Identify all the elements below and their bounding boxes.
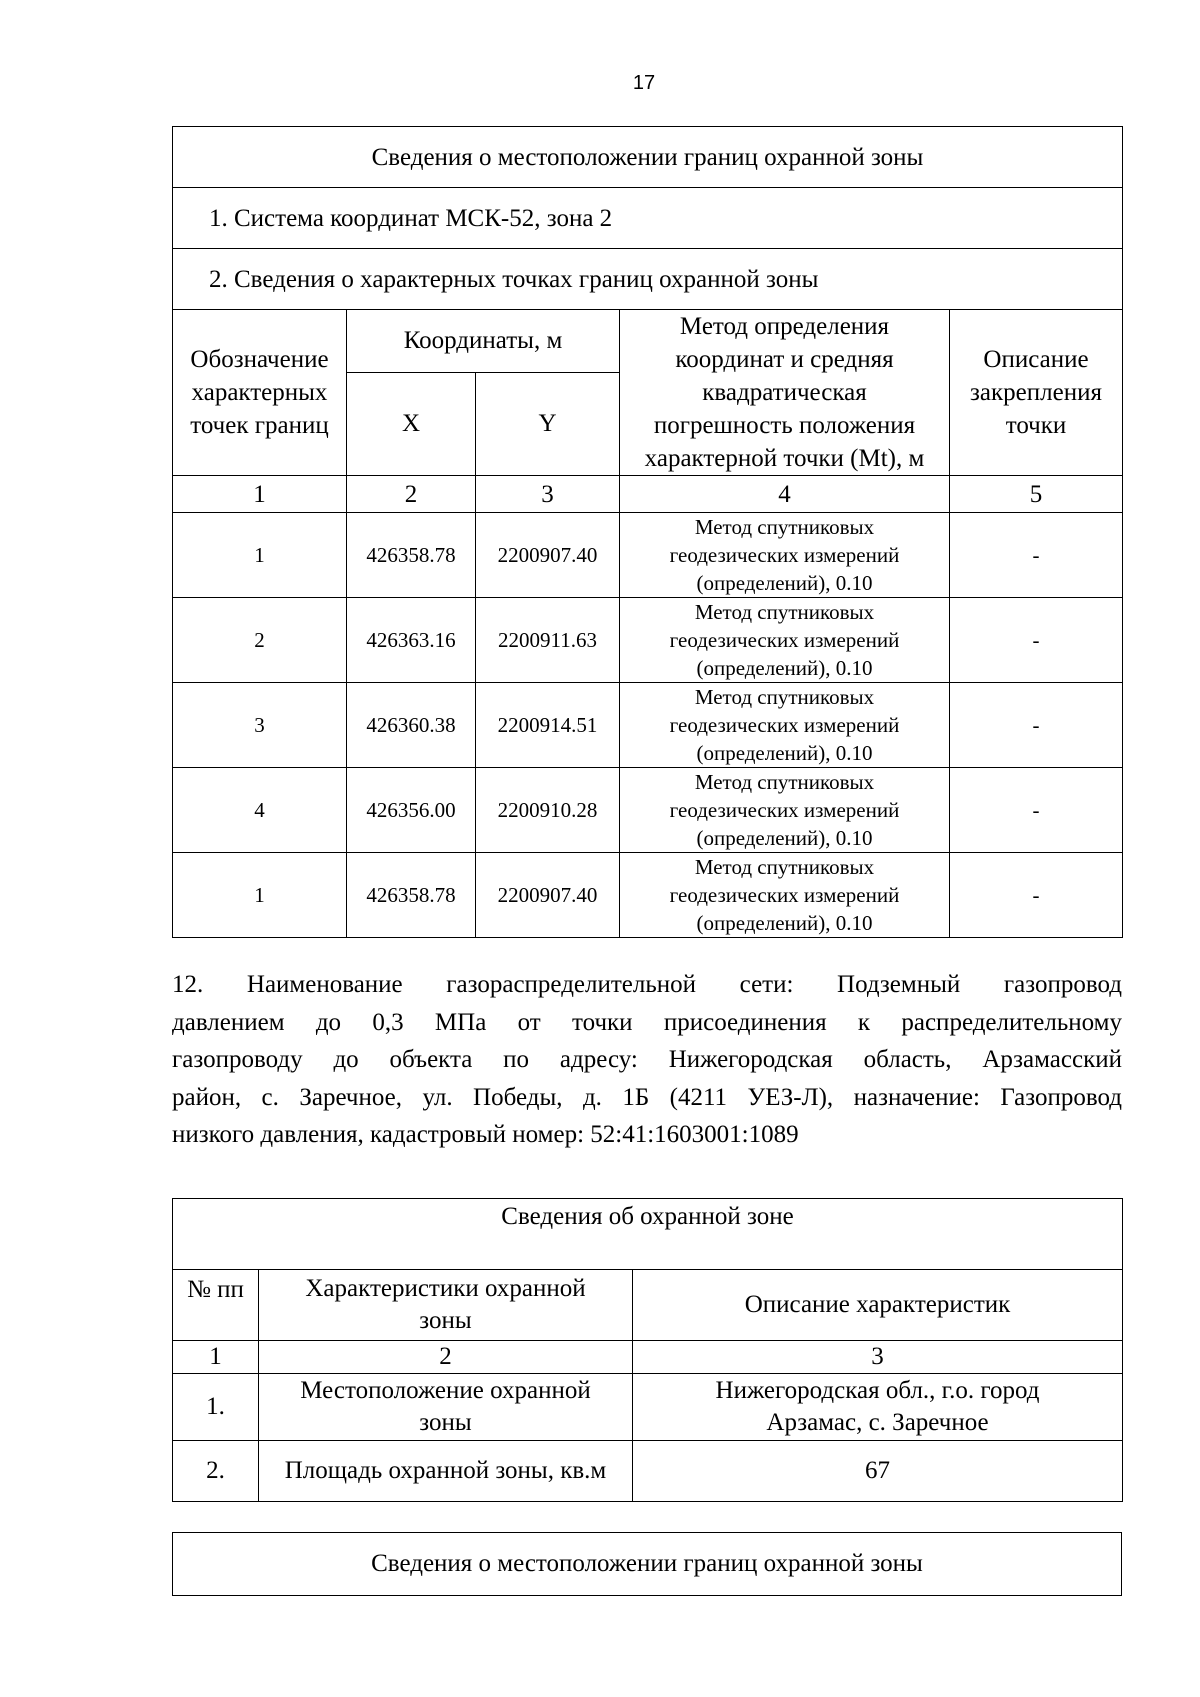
coord-y: 2200907.40	[476, 853, 620, 938]
row-num: 2.	[173, 1441, 259, 1502]
table-row	[173, 513, 1123, 598]
header-x: X	[347, 372, 476, 476]
point-id: 4	[173, 768, 347, 853]
coord-y: 2200907.40	[476, 513, 620, 598]
value-cell: 67	[633, 1441, 1123, 1502]
coord-x: 426356.00	[347, 768, 476, 853]
boundary-location-table	[172, 1532, 1122, 1596]
column-number: 2	[347, 476, 476, 513]
column-number: 1	[173, 1341, 259, 1374]
characteristic-cell: Местоположение охранной зоны	[259, 1374, 633, 1441]
coordinate-system: 1. Система координат МСК-52, зона 2	[173, 188, 1123, 249]
table-row	[173, 598, 1123, 683]
table-title: Сведения о местоположении границ охранной зоны	[173, 1533, 1122, 1596]
coord-x: 426360.38	[347, 683, 476, 768]
header-designation: Обозначение характерных точек границ	[173, 310, 347, 476]
column-number: 4	[620, 476, 950, 513]
points-section-title: 2. Сведения о характерных точках границ охранной зоны	[173, 249, 1123, 310]
table-row	[173, 768, 1123, 853]
method-cell: Метод спутниковых геодезических измерений (определений), 0.10	[620, 683, 950, 768]
paragraph-line: давлением до 0,3 МПа от точки присоединения к распределительному	[172, 1008, 1122, 1036]
header-method: Метод определения координат и средняя квадратическая погрешность положения характерной точки (Mt), м	[620, 310, 950, 476]
table-title: Сведения об охранной зоне	[173, 1199, 1123, 1270]
method-cell: Метод спутниковых геодезических измерений (определений), 0.10	[620, 598, 950, 683]
coord-x: 426358.78	[347, 853, 476, 938]
point-id: 2	[173, 598, 347, 683]
desc-cell: -	[950, 598, 1123, 683]
paragraph-line: газопроводу до объекта по адресу: Нижегородская область, Арзамасский	[172, 1046, 1122, 1073]
column-number: 1	[173, 476, 347, 513]
paragraph-line: район, с. Заречное, ул. Победы, д. 1Б (4211 УЕЗ-Л), назначение: Газопровод	[172, 1083, 1122, 1111]
column-number: 5	[950, 476, 1123, 513]
method-cell: Метод спутниковых геодезических измерений (определений), 0.10	[620, 853, 950, 938]
paragraph-line: 12. Наименование газораспределительной сети: Подземный газопровод	[172, 971, 1122, 998]
table-row	[173, 1441, 1123, 1502]
point-id: 1	[173, 513, 347, 598]
point-id: 1	[173, 853, 347, 938]
table-row	[173, 1374, 1123, 1441]
method-cell: Метод спутниковых геодезических измерений (определений), 0.10	[620, 768, 950, 853]
header-y: Y	[476, 372, 620, 476]
value-cell: Нижегородская обл., г.о. город Арзамас, с. Заречное	[633, 1374, 1123, 1441]
header-characteristics: Характеристики охранной зоны	[259, 1270, 633, 1341]
desc-cell: -	[950, 768, 1123, 853]
row-num: 1.	[173, 1374, 259, 1441]
paragraph-line: низкого давления, кадастровый номер: 52:41:1603001:1089	[172, 1121, 799, 1148]
table-row	[173, 683, 1123, 768]
coord-y: 2200910.28	[476, 768, 620, 853]
coord-x: 426358.78	[347, 513, 476, 598]
desc-cell: -	[950, 683, 1123, 768]
header-description: Описание характеристик	[633, 1270, 1123, 1341]
header-description: Описание закрепления точки	[950, 310, 1123, 476]
header-num: № пп	[173, 1270, 259, 1341]
table-row	[173, 853, 1123, 938]
method-cell: Метод спутниковых геодезических измерений (определений), 0.10	[620, 513, 950, 598]
protection-zone-info-table	[172, 1198, 1123, 1502]
page-number: 17	[632, 72, 656, 94]
desc-cell: -	[950, 853, 1123, 938]
header-coordinates: Координаты, м	[347, 310, 620, 373]
desc-cell: -	[950, 513, 1123, 598]
network-description-paragraph	[172, 966, 1122, 1154]
coord-x: 426363.16	[347, 598, 476, 683]
column-number: 2	[259, 1341, 633, 1374]
coord-y: 2200911.63	[476, 598, 620, 683]
column-number: 3	[633, 1341, 1123, 1374]
table-title: Сведения о местоположении границ охранной зоны	[173, 127, 1123, 188]
boundary-points-table	[172, 126, 1123, 938]
coord-y: 2200914.51	[476, 683, 620, 768]
point-id: 3	[173, 683, 347, 768]
characteristic-cell: Площадь охранной зоны, кв.м	[259, 1441, 633, 1502]
column-number: 3	[476, 476, 620, 513]
